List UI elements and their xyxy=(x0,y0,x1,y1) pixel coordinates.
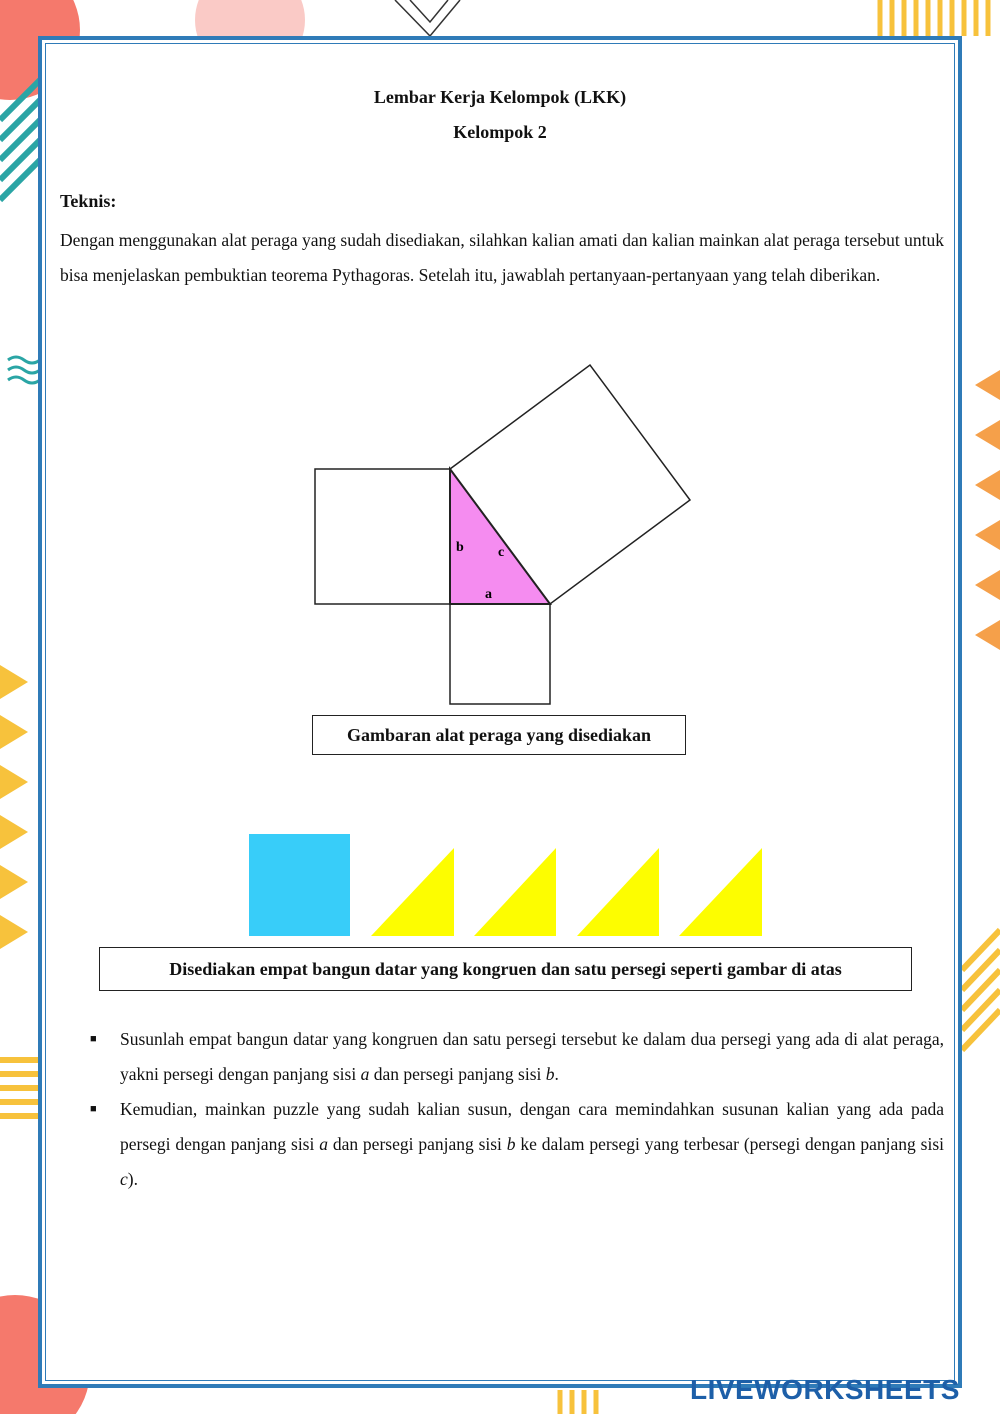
figure1-caption: Gambaran alat peraga yang disediakan xyxy=(312,715,686,755)
square-side-a xyxy=(450,604,550,704)
instruction-item: ■ Kemudian, mainkan puzzle yang sudah kalian susun, dengan cara memindahkan susunan kalian yang ada pada persegi dengan panjang sisi a dan persegi panjang sisi b ke dalam persegi yang terbesar (persegi dengan panjang sisi c). xyxy=(88,1092,944,1197)
liveworksheets-logo[interactable]: LIVEWORKSHEETS xyxy=(690,1374,960,1405)
yellow-triangle-piece xyxy=(371,848,454,936)
instruction-item: ■ Susunlah empat bangun datar yang kongruen dan satu persegi tersebut ke dalam dua persegi yang ada di alat peraga, yakni persegi dengan panjang sisi a dan persegi panjang sisi b. xyxy=(88,1022,944,1092)
side-label-a: a xyxy=(485,587,492,602)
bullet-square-icon: ■ xyxy=(90,1103,97,1115)
group-label: Kelompok 2 xyxy=(453,122,547,142)
figure2-caption: Disediakan empat bangun datar yang kongruen dan satu persegi seperti gambar di atas xyxy=(99,947,912,991)
blue-square-piece xyxy=(249,834,350,936)
instruction-list xyxy=(88,1022,944,1197)
yellow-triangle-piece xyxy=(474,848,556,936)
puzzle-pieces xyxy=(0,830,1000,940)
technique-label: Teknis: xyxy=(60,191,117,211)
side-label-c: c xyxy=(498,545,505,560)
yellow-triangle-piece xyxy=(679,848,762,936)
yellow-triangle-piece xyxy=(577,848,659,936)
side-label-b: b xyxy=(456,540,464,555)
technique-paragraph: Dengan menggunakan alat peraga yang sudah disediakan, silahkan kalian amati dan kalian mainkan alat peraga tersebut untuk bisa menjelaskan pembuktian teorema Pythagoras. Setelah itu, jawablah pertanyaan-pertanyaan yang telah diberikan. xyxy=(60,230,944,285)
bullet-square-icon: ■ xyxy=(90,1033,97,1045)
pythagoras-figure xyxy=(0,360,1000,720)
square-side-b xyxy=(315,469,450,604)
worksheet-title: Lembar Kerja Kelompok (LKK) xyxy=(373,87,627,107)
